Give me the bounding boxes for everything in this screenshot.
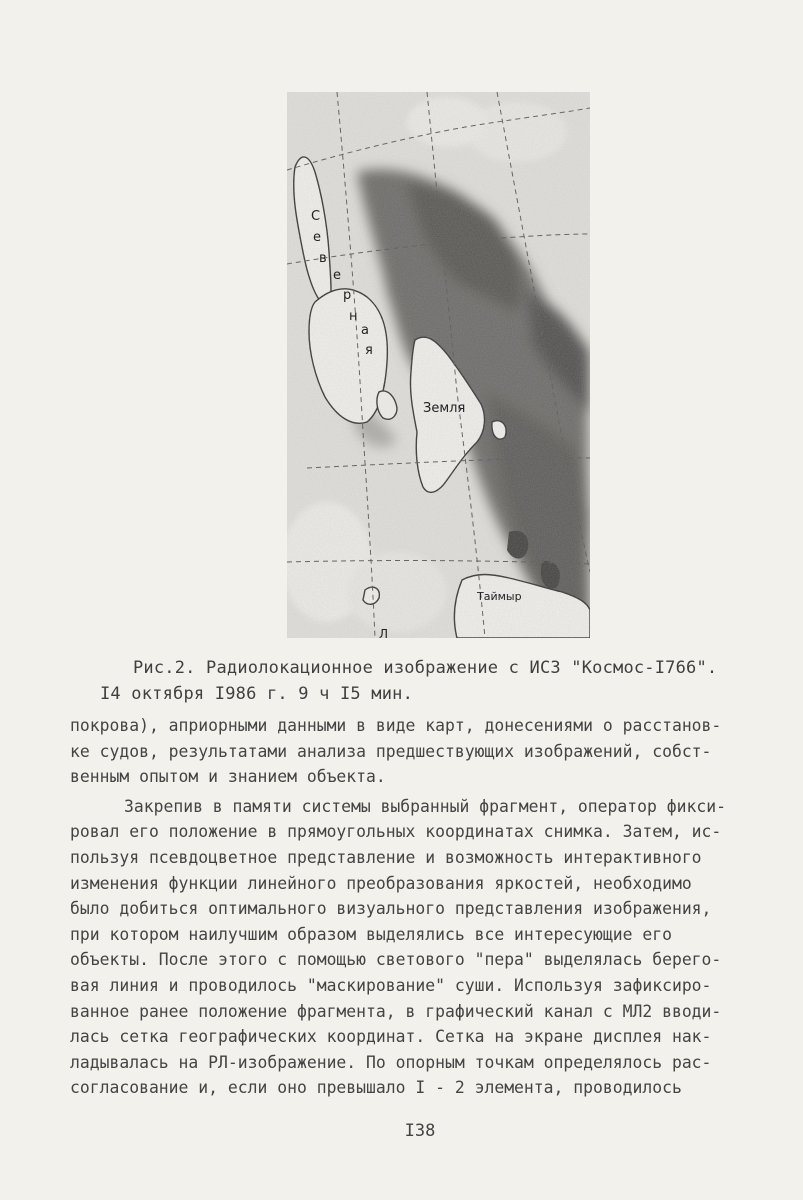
label-severnaya-7: а	[361, 323, 369, 338]
radar-image-figure	[287, 92, 590, 638]
label-severnaya-3: в	[319, 251, 327, 266]
label-zemlya: Земля	[423, 401, 466, 416]
text-line: ванное ранее положение фрагмента, в графический канал с МЛ2 вводи-	[70, 1001, 722, 1021]
label-taimyr: Таймыр	[477, 590, 522, 603]
text-line: согласование и, если оно превышало I - 2 элемента, проводилось	[70, 1078, 682, 1098]
radar-map-image	[287, 92, 590, 638]
text-line: было добиться оптимального визуального представления изображения,	[70, 899, 712, 919]
paragraph-1	[70, 713, 768, 790]
label-severnaya-5: р	[343, 288, 352, 303]
label-severnaya-1: С	[311, 209, 321, 224]
figure-caption-line-1: Рис.2. Радиолокационное изображение с ИСЗ "Космос-I766".	[133, 658, 718, 678]
text-line: покрова), априорными данными в виде карт, донесениями о расстанов-	[70, 716, 722, 735]
body-text	[70, 713, 768, 1101]
text-line: изменения функции линейного преобразования яркостей, необходимо	[70, 873, 692, 893]
text-line: ладывалась на РЛ-изображение. По опорным точкам определялось рас-	[70, 1052, 712, 1072]
text-line: вая линия и проводилось "маскирование" суши. Используя зафиксиро-	[70, 975, 712, 995]
paragraph-2	[70, 794, 768, 1101]
text-line: пользуя псевдоцветное представление и возможность интерактивного	[70, 847, 702, 867]
text-line: ке судов, результатами анализа предшествующих изображений, собст-	[70, 741, 712, 761]
page-number: I38	[404, 1121, 436, 1141]
label-severnaya-8: я	[365, 343, 373, 358]
text-line: ровал его положение в прямоугольных координатах снимка. Затем, ис-	[70, 822, 722, 842]
text-line: лась сетка географических координат. Сетка на экране дисплея нак-	[70, 1027, 712, 1047]
label-severnaya-2: е	[313, 230, 321, 245]
text-line: Закрепив в памяти системы выбранный фрагмент, оператор фикси-	[124, 796, 726, 816]
label-corner-fragment: Л	[379, 627, 389, 638]
label-severnaya-4: е	[333, 268, 341, 283]
figure-caption-line-2: I4 октября I986 г. 9 ч I5 мин.	[100, 684, 414, 704]
text-line: объекты. После этого с помощью светового "пера" выделялась берего-	[70, 950, 722, 970]
label-severnaya-6: н	[349, 309, 358, 324]
text-line: венным опытом и знанием объекта.	[70, 767, 386, 787]
text-line: при котором наилучшим образом выделялись все интересующие его	[70, 924, 672, 944]
